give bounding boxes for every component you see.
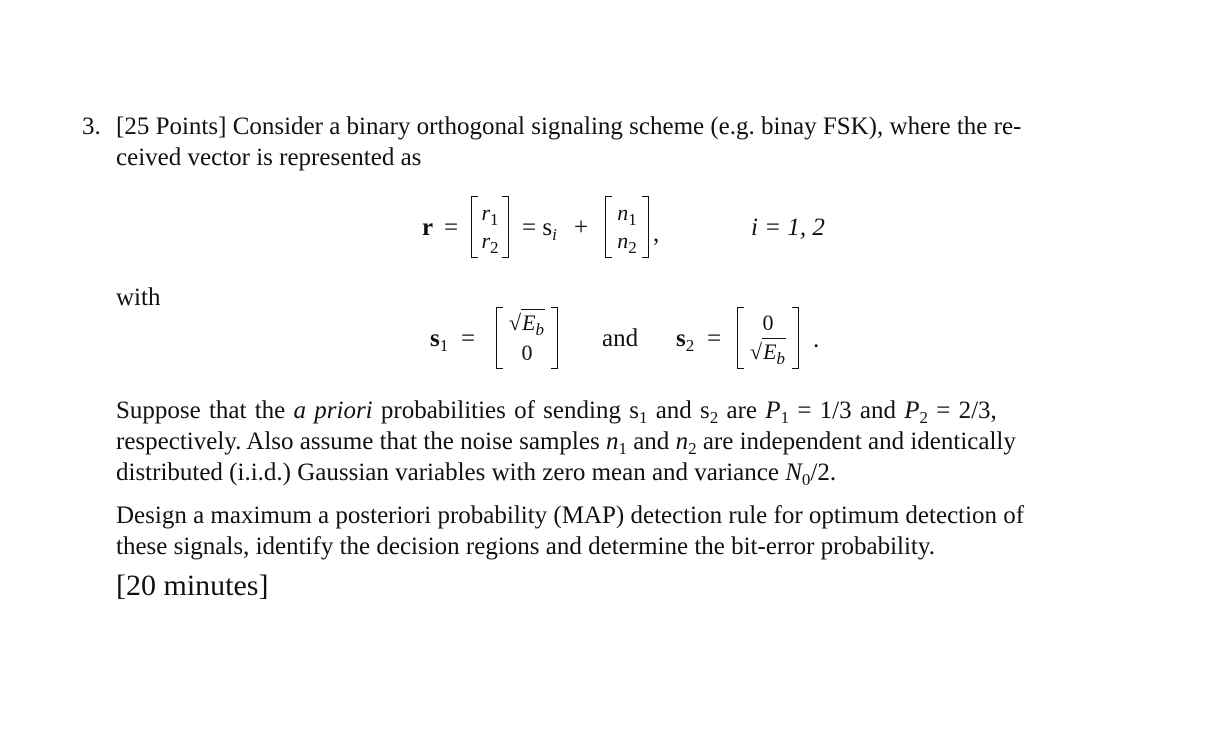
problem-number: 3. xyxy=(82,113,101,140)
s1-equals: = xyxy=(461,325,476,352)
time-note: [20 minutes] xyxy=(116,569,269,602)
n1-entry: $n_1$ xyxy=(617,200,637,229)
problem-intro-text: Consider a binary orthogonal signaling scheme (e.g. binay FSK), where the re- xyxy=(232,113,1022,140)
s1-top-entry: $√E_b$ xyxy=(508,310,545,339)
s2-top-entry: 0 xyxy=(762,310,774,335)
s1-bottom-entry: 0 xyxy=(521,340,533,365)
para1-line3: distributed (i.i.d.) Gaussian variables with zero mean and variance $N_0/2$. xyxy=(116,459,837,489)
problem-intro-line1 xyxy=(116,111,1021,142)
r-matrix xyxy=(471,196,509,258)
para2-line2: these signals, identify the decision regions and determine the bit-error probability. xyxy=(116,533,935,560)
comma: , xyxy=(653,220,660,247)
n2-entry: $n_2$ xyxy=(617,228,637,257)
para1-line1: Suppose that the a priori probabilities of sending $s_1$ and $s_2$ are $P_1 = 1/3$ and $P_2 = 2/3$, xyxy=(116,397,997,427)
equals-si: = $s_i$ xyxy=(522,214,557,244)
s2-matrix xyxy=(737,307,799,369)
r2-entry: $r_2$ xyxy=(481,228,499,257)
and-word: and xyxy=(602,325,639,352)
s2-equals: = xyxy=(707,325,722,352)
n-matrix xyxy=(605,196,649,258)
s1-matrix xyxy=(496,307,558,369)
period: . xyxy=(813,326,820,353)
para2-line1: Design a maximum a posteriori probability (MAP) detection rule for optimum detection of xyxy=(116,502,1025,529)
problem-points: [25 Points] xyxy=(116,113,227,140)
r-vector-label: r xyxy=(422,214,434,241)
equals-sign: = xyxy=(444,214,459,241)
index-range: i = 1, 2 xyxy=(751,214,825,241)
s1-label: $s_1$ xyxy=(430,325,449,355)
r1-entry: $r_1$ xyxy=(481,200,499,229)
s2-label: $s_2$ xyxy=(676,325,695,355)
with-label: with xyxy=(116,284,161,311)
problem-intro-line2: ceived vector is represented as xyxy=(116,144,422,171)
para1-line2: respectively. Also assume that the noise samples $n_1$ and $n_2$ are independent and identically xyxy=(116,428,1016,458)
s2-bottom-entry: $√E_b$ xyxy=(749,339,786,368)
plus-sign: + xyxy=(574,214,589,241)
